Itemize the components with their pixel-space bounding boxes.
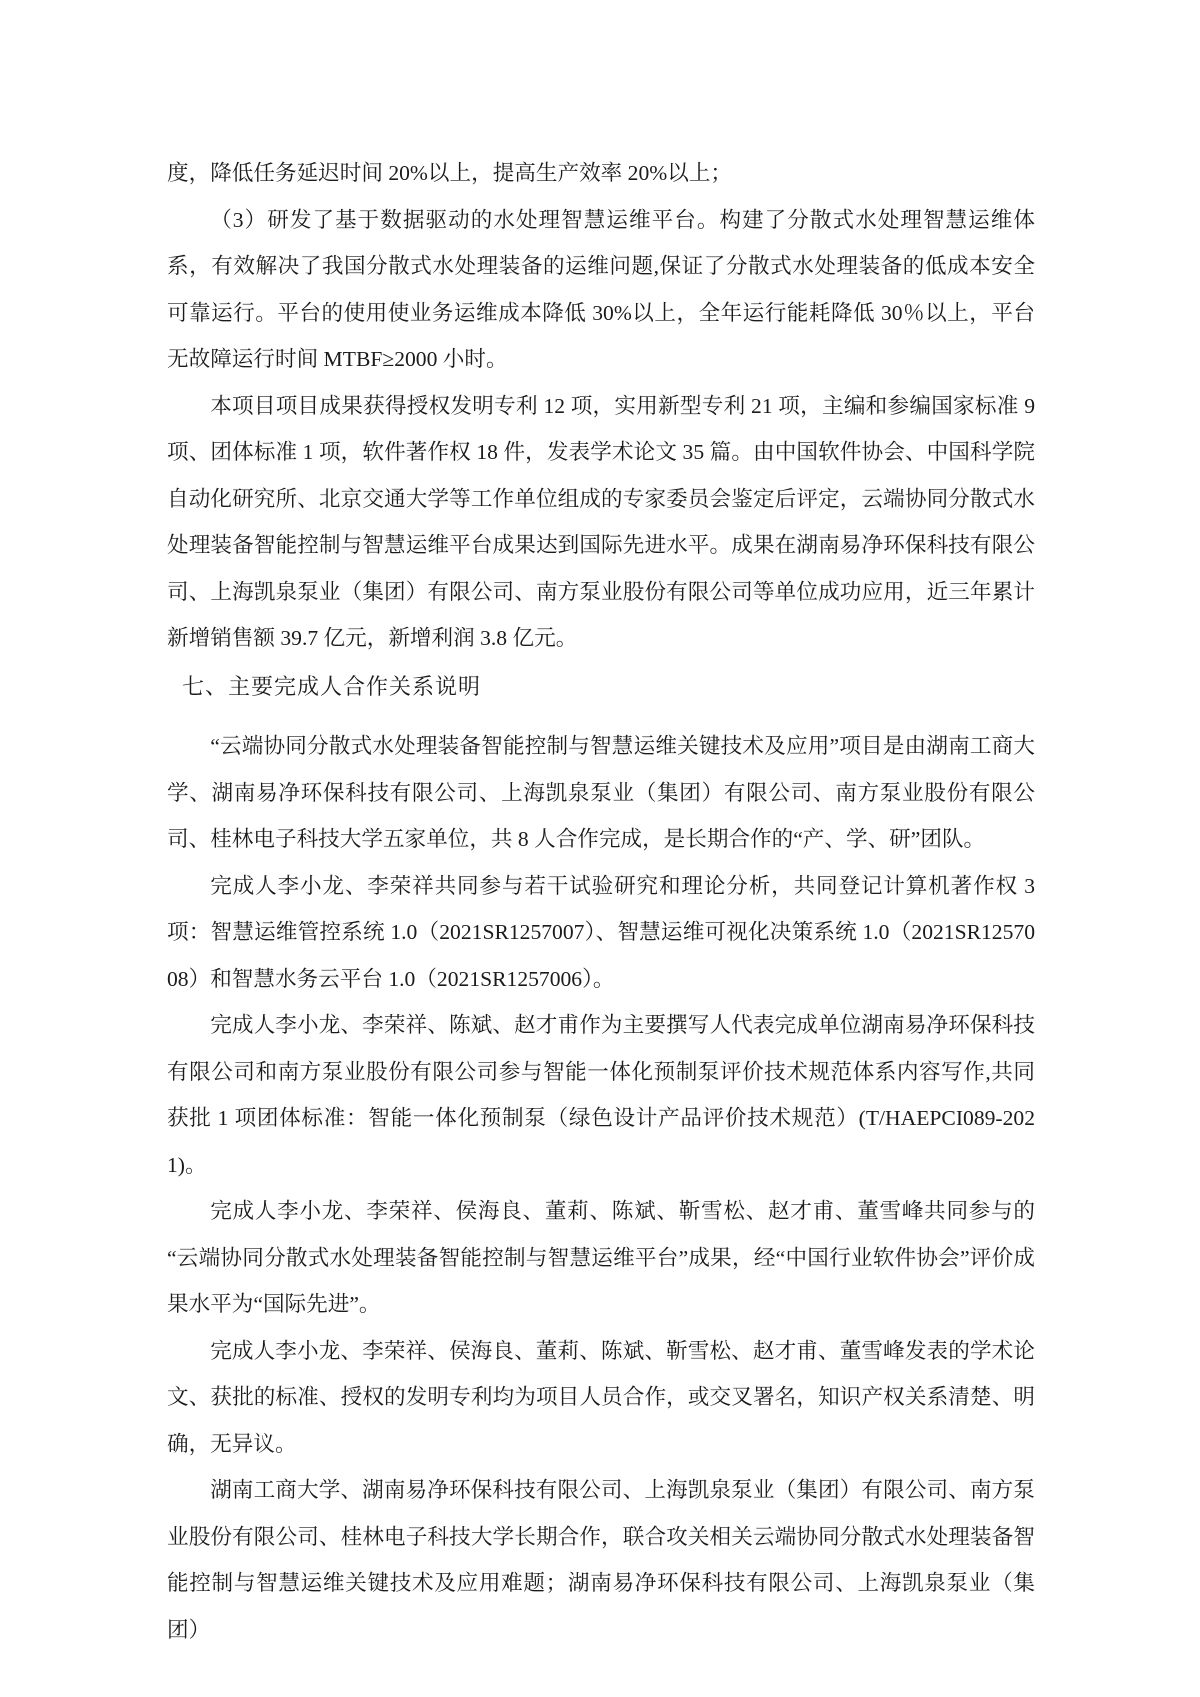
paragraph-long-term-cooperation-cutoff: 湖南工商大学、湖南易净环保科技有限公司、上海凯泉泵业（集团）有限公司、南方泵业股份有限公司、桂林电子科技大学长期合作，联合攻关相关云端协同分散式水处理装备智能控制与智慧运维关键技术及应用难题；湖南易净环保科技有限公司、上海凯泉泵业（集团） [167,1478,1035,1642]
paragraph-achievement-3-smart-om-platform: （3）研发了基于数据驱动的水处理智慧运维平台。构建了分散式水处理智慧运维体系，有效解决了我国分散式水处理装备的运维问题,保证了分散式水处理装备的低成本安全可靠运行。平台的使用使业务运维成本降低 30%以上，全年运行能耗降低 30％以上，平台无故障运行时间 MTBF≥2000 小时。 [167,207,1035,371]
paragraph-ip-relationship: 完成人李小龙、李荣祥、侯海良、董莉、陈斌、靳雪松、赵才甫、董雪峰发表的学术论文、获批的标准、授权的发明专利均为项目人员合作，或交叉署名，知识产权关系清楚、明确，无异议。 [167,1338,1035,1456]
paragraph-team-standard: 完成人李小龙、李荣祥、陈斌、赵才甫作为主要撰写人代表完成单位湖南易净环保科技有限公司和南方泵业股份有限公司参与智能一体化预制泵评价技术规范体系内容写作,共同获批 1 项团体标准：智能一体化预制泵（绿色设计产品评价技术规范）(T/HAEPCI089-2021)。 [167,1013,1035,1177]
paragraph-software-copyrights: 完成人李小龙、李荣祥共同参与若干试验研究和理论分析，共同登记计算机著作权 3 项：智慧运维管控系统 1.0（2021SR1257007）、智慧运维可视化决策系统 1.0（2021SR1257008）和智慧水务云平台 1.0（2021SR1257006）。 [167,873,1035,991]
section-heading-cooperation-explanation: 七、主要完成人合作关系说明 [182,673,482,699]
paragraph-efficiency-continuation: 度，降低任务延迟时间 20%以上，提高生产效率 20%以上； [167,161,733,185]
paragraph-platform-evaluation: 完成人李小龙、李荣祥、侯海良、董莉、陈斌、靳雪松、赵才甫、董雪峰共同参与的“云端协同分散式水处理装备智能控制与智慧运维平台”成果，经“中国行业软件协会”评价成果水平为“国际先进”。 [167,1199,1035,1316]
paragraph-cooperation-overview: “云端协同分散式水处理装备智能控制与智慧运维关键技术及应用”项目是由湖南工商大学、湖南易净环保科技有限公司、上海凯泉泵业（集团）有限公司、南方泵业股份有限公司、桂林电子科技大学五家单位，共 8 人合作完成，是长期合作的“产、学、研”团队。 [167,734,1035,851]
paragraph-project-results-summary: 本项目项目成果获得授权发明专利 12 项，实用新型专利 21 项，主编和参编国家标准 9 项、团体标准 1 项，软件著作权 18 件，发表学术论文 35 篇。由中国软件协会、中国科学院自动化研究所、北京交通大学等工作单位组成的专家委员会鉴定后评定，云端协同分散式水处理装备智能控制与智慧运维平台成果达到国际先进水平。成果在湖南易净环保科技有限公司、上海凯泉泵业（集团）有限公司、南方泵业股份有限公司等单位成功应用，近三年累计新增销售额 39.7 亿元，新增利润 3.8 亿元。 [167,393,1035,650]
